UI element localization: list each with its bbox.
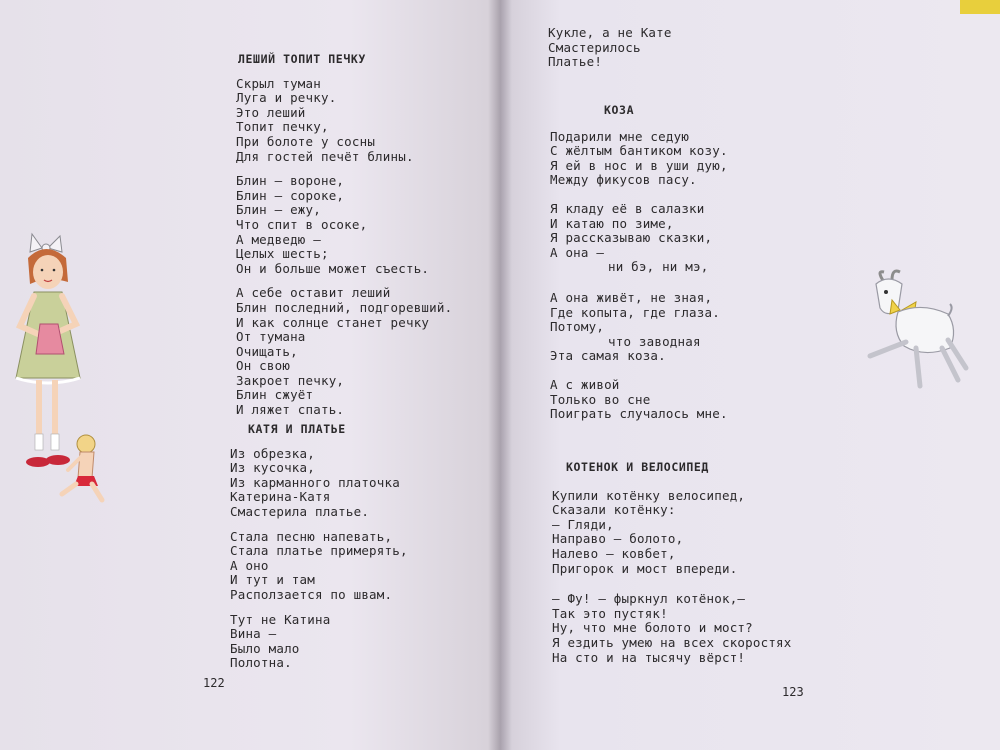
poem-line: Потому,: [550, 319, 605, 335]
poem-line: А она живёт, не зная,: [550, 289, 713, 305]
poem-line: Топит печку,: [236, 119, 329, 135]
poem-line: Блин — сороке,: [236, 187, 345, 203]
poem-line: Платье!: [548, 54, 603, 70]
poem-line: И тут и там: [230, 572, 315, 588]
poem-line: Только во сне: [550, 391, 651, 407]
poem-line: Блин — вороне,: [236, 173, 345, 189]
poem-line: И ляжет спать.: [236, 402, 345, 418]
poem-line: Кукле, а не Кате: [548, 25, 672, 40]
stanza: [236, 77, 486, 165]
poem-line: Он свою: [236, 358, 291, 374]
poem-line: что заводная: [608, 333, 701, 349]
poem-line: А себе оставит леший: [236, 285, 391, 301]
poem-line: Смастерила платье.: [230, 503, 370, 519]
book-spine: [488, 0, 512, 750]
poem-line: А оно: [230, 557, 269, 573]
page-number-left: 122: [203, 676, 225, 690]
stanza: [236, 286, 486, 417]
poem-line: Ну, что мне болото и мост?: [552, 620, 753, 636]
poem-line: Поиграть случалось мне.: [550, 406, 728, 422]
poem-line: Что спит в осоке,: [236, 216, 368, 232]
poem-line: От тумана: [236, 329, 306, 345]
poem-line: Тут не Катина: [230, 611, 331, 627]
poem-line: Купили котёнку велосипед,: [552, 487, 746, 503]
poem-line: И катаю по зиме,: [550, 215, 674, 231]
poem-line: Луга и речку.: [236, 90, 337, 106]
poem-title-leshiy: ЛЕШИЙ ТОПИТ ПЕЧКУ: [238, 52, 366, 66]
poem-line: Из обрезка,: [230, 445, 315, 461]
poem-line: Из карманного платочка: [230, 474, 400, 490]
poem-line: Полотна.: [230, 655, 292, 671]
poem-line: Между фикусов пасу.: [550, 172, 697, 188]
poem-line: А с живой: [550, 376, 620, 392]
poem-line: Так это пустяк!: [552, 605, 668, 621]
poem-line: Где копыта, где глаза.: [550, 304, 720, 320]
poem-line: Подарили мне седую: [550, 128, 690, 144]
poem-line: Блин последний, подгоревший.: [236, 299, 453, 315]
poem-line: Было мало: [230, 640, 300, 656]
poem-line: ни бэ, ни мэ,: [608, 259, 709, 275]
poem-line: Я ездить умею на всех скоростях: [552, 634, 792, 650]
doll-illustration: [52, 432, 112, 504]
poem-line: Целых шесть;: [236, 246, 329, 262]
poem-line: Блин сжуёт: [236, 387, 314, 403]
poem-kotenok: [552, 460, 812, 675]
poem-line: А медведю —: [236, 231, 321, 247]
poem-line: Смастерилось: [548, 39, 641, 55]
poem-title-koza: КОЗА: [604, 103, 635, 117]
poem-line: Налево — ковбет,: [552, 545, 676, 561]
poem-line: Пригорок и мост впереди.: [552, 560, 738, 576]
poem-line: Блин — ежу,: [236, 202, 321, 218]
stanza: [230, 447, 490, 520]
poem-leshiy: [236, 52, 486, 428]
poem-line: При болоте у сосны: [236, 133, 376, 149]
poem-line: Направо — болото,: [552, 531, 684, 547]
poem-line: Это леший: [236, 104, 306, 120]
poem-line: И как солнце станет речку: [236, 314, 430, 330]
poem-line: На сто и на тысячу вёрст!: [552, 649, 746, 665]
stanza: [236, 174, 486, 276]
stanza: [552, 592, 812, 665]
poem-line: — Фу! — фыркнул котёнок,—: [552, 591, 746, 607]
poem-line: Для гостей печёт блины.: [236, 148, 414, 164]
poem-line: Я ей в нос и в уши дую,: [550, 157, 728, 173]
poem-line: Эта самая коза.: [550, 348, 666, 364]
poem-koza: [550, 103, 810, 432]
poem-line: Я кладу её в салазки: [550, 200, 705, 216]
page-number-right: 123: [782, 685, 804, 699]
poem-line: Стала песню напевать,: [230, 528, 393, 544]
poem-line: Вина —: [230, 626, 277, 642]
poem-line: Закроет печку,: [236, 372, 345, 388]
poem-title-kotenok: КОТЕНОК И ВЕЛОСИПЕД: [566, 460, 709, 474]
stanza: [550, 378, 810, 422]
stanza: [548, 26, 808, 70]
poem-title-katya: КАТЯ И ПЛАТЬЕ: [248, 422, 346, 436]
stanza: [552, 489, 812, 577]
stanza: [550, 202, 810, 275]
stanza: [550, 130, 810, 188]
poem-katya: [230, 422, 490, 681]
stanza: [230, 530, 490, 603]
poem-line: Катерина-Катя: [230, 489, 331, 505]
poem-line: Сказали котёнку:: [552, 502, 676, 518]
yellow-corner: [960, 0, 1000, 14]
poem-line: А она —: [550, 244, 605, 260]
poem-line: Я рассказываю сказки,: [550, 230, 713, 246]
poem-line: Скрыл туман: [236, 75, 321, 91]
poem-line: Он и больше может съесть.: [236, 260, 430, 276]
stanza: [230, 613, 490, 671]
poem-line: Из кусочка,: [230, 460, 315, 476]
poem-line: Очищать,: [236, 343, 298, 359]
poem-line: Расползается по швам.: [230, 586, 393, 602]
poem-continuation: [548, 26, 808, 80]
poem-line: Стала платье примерять,: [230, 543, 408, 559]
goat-illustration: [862, 268, 972, 392]
stanza: [550, 291, 810, 364]
poem-line: — Гляди,: [552, 516, 614, 532]
poem-line: С жёлтым бантиком козу.: [550, 143, 728, 159]
